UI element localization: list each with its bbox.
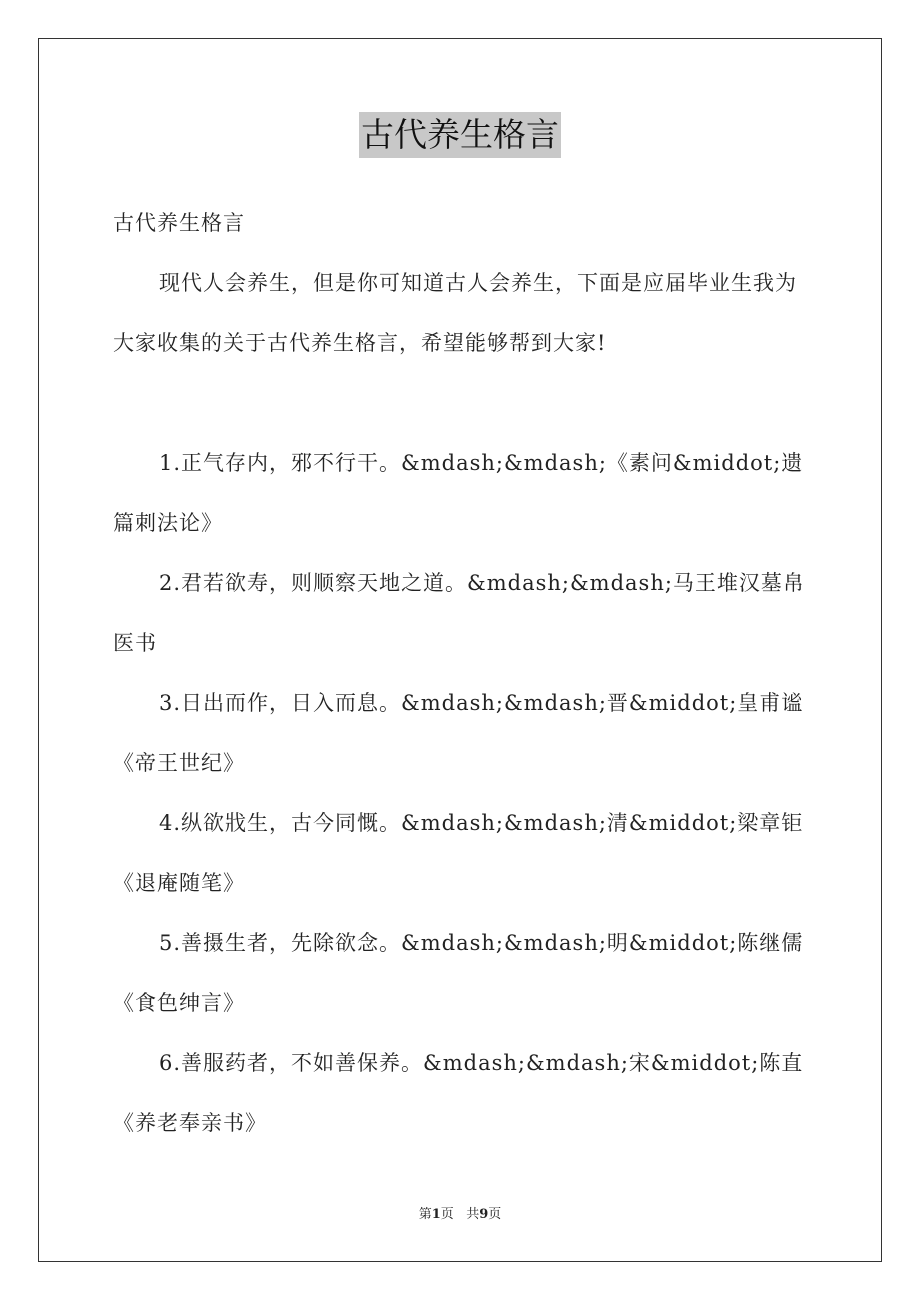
quote-item-5: 5.善摄生者，先除欲念。&mdash;&mdash;明&middot;陈继儒《食色绅言》 xyxy=(113,931,804,1015)
quote-item-3: 3.日出而作，日入而息。&mdash;&mdash;晋&middot;皇甫谧《帝王世纪》 xyxy=(113,691,804,775)
footer-total-suffix: 页 xyxy=(488,1207,502,1222)
quote-item-2: 2.君若欲寿，则顺察天地之道。&mdash;&mdash;马王堆汉墓帛医书 xyxy=(113,571,805,655)
footer-page-number: 1 xyxy=(431,1207,441,1222)
footer-prefix: 第 xyxy=(418,1207,432,1222)
footer-page-suffix: 页 xyxy=(440,1207,454,1222)
quote-item-6: 6.善服药者，不如善保养。&mdash;&mdash;宋&middot;陈直《养老奉亲书》 xyxy=(113,1051,804,1135)
document-subtitle: 古代养生格言 xyxy=(113,211,245,235)
title-container xyxy=(0,112,920,158)
paragraph-spacer xyxy=(113,373,813,433)
document-title: 古代养生格言 xyxy=(359,112,561,158)
page-footer xyxy=(0,1205,920,1225)
quote-item-1: 1.正气存内，邪不行干。&mdash;&mdash;《素问&middot;遗篇刺法论》 xyxy=(113,451,804,535)
intro-paragraph: 现代人会养生，但是你可知道古人会养生，下面是应届毕业生我为大家收集的关于古代养生格言，希望能够帮到大家! xyxy=(113,271,797,355)
document-body xyxy=(113,193,813,1153)
footer-total-pages: 9 xyxy=(479,1207,489,1222)
footer-total-prefix: 共 xyxy=(466,1207,480,1222)
quote-item-4: 4.纵欲戕生，古今同慨。&mdash;&mdash;清&middot;梁章钜《退庵随笔》 xyxy=(113,811,804,895)
